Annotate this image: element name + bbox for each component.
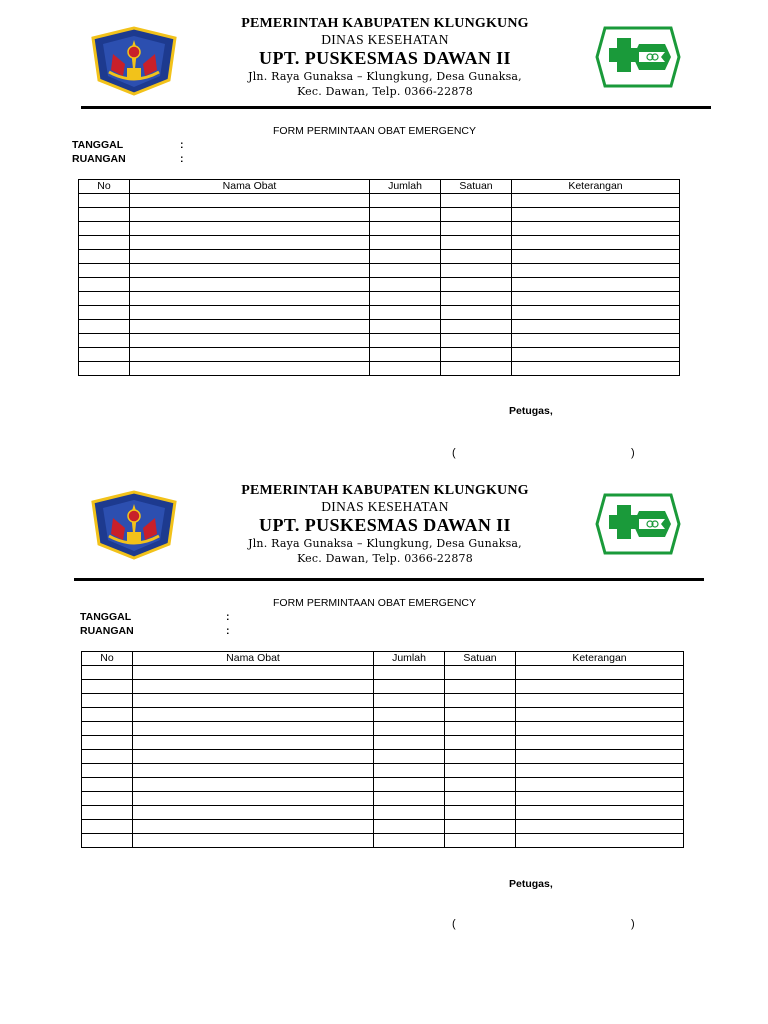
cell-nama-obat[interactable] (133, 694, 374, 708)
table-row (79, 264, 680, 278)
cell-nama-obat[interactable] (133, 666, 374, 680)
cell-jumlah[interactable] (374, 694, 445, 708)
cell-keterangan[interactable] (516, 736, 684, 750)
cell-jumlah[interactable] (374, 778, 445, 792)
tanggal-field[interactable]: : (226, 611, 230, 623)
table-header-row (82, 652, 684, 666)
header-jumlah: Jumlah (374, 652, 445, 666)
cell-no[interactable] (79, 194, 130, 208)
header-no: No (82, 652, 133, 666)
table-row (79, 306, 680, 320)
cell-keterangan[interactable] (516, 834, 684, 848)
puskesmas-logo-icon (595, 26, 681, 88)
cell-no[interactable] (79, 222, 130, 236)
cell-keterangan[interactable] (516, 764, 684, 778)
cell-jumlah[interactable] (374, 764, 445, 778)
header-divider (74, 578, 704, 581)
cell-jumlah[interactable] (374, 666, 445, 680)
cell-nama-obat[interactable] (133, 736, 374, 750)
table-row (79, 278, 680, 292)
cell-no[interactable] (82, 778, 133, 792)
cell-nama-obat[interactable] (133, 834, 374, 848)
cell-jumlah[interactable] (374, 750, 445, 764)
cell-keterangan[interactable] (516, 708, 684, 722)
cell-no[interactable] (79, 236, 130, 250)
ruangan-field[interactable]: : (226, 625, 230, 637)
header-divider (81, 106, 711, 109)
letterhead-institution: UPT. PUSKESMAS DAWAN II (259, 48, 511, 68)
letterhead (200, 16, 570, 99)
cell-keterangan[interactable] (512, 278, 680, 292)
cell-satuan[interactable] (441, 362, 512, 376)
cell-nama-obat[interactable] (130, 348, 370, 362)
cell-jumlah[interactable] (374, 722, 445, 736)
tanggal-field[interactable]: : (180, 139, 184, 151)
cell-satuan[interactable] (445, 778, 516, 792)
cell-keterangan[interactable] (512, 250, 680, 264)
petugas-label: Petugas, (509, 405, 553, 417)
table-row (79, 362, 680, 376)
cell-nama-obat[interactable] (133, 750, 374, 764)
table-row (82, 666, 684, 680)
cell-jumlah[interactable] (370, 208, 441, 222)
cell-satuan[interactable] (441, 278, 512, 292)
cell-jumlah[interactable] (370, 348, 441, 362)
cell-nama-obat[interactable] (130, 264, 370, 278)
table-row (82, 820, 684, 834)
cell-keterangan[interactable] (516, 666, 684, 680)
table-row (82, 708, 684, 722)
header-keterangan: Keterangan (512, 180, 680, 194)
cell-satuan[interactable] (445, 666, 516, 680)
cell-jumlah[interactable] (370, 278, 441, 292)
cell-jumlah[interactable] (370, 194, 441, 208)
cell-no[interactable] (82, 680, 133, 694)
cell-nama-obat[interactable] (130, 334, 370, 348)
medicine-request-table (81, 651, 684, 848)
puskesmas-logo-icon (595, 493, 681, 555)
table-row (79, 194, 680, 208)
cell-jumlah[interactable] (374, 820, 445, 834)
header-no: No (79, 180, 130, 194)
cell-satuan[interactable] (445, 820, 516, 834)
cell-nama-obat[interactable] (133, 764, 374, 778)
cell-nama-obat[interactable] (130, 222, 370, 236)
petugas-label: Petugas, (509, 878, 553, 890)
table-row (79, 348, 680, 362)
header-jumlah: Jumlah (370, 180, 441, 194)
form-title: FORM PERMINTAAN OBAT EMERGENCY (273, 125, 477, 137)
table-header-row (79, 180, 680, 194)
cell-keterangan[interactable] (512, 320, 680, 334)
cell-no[interactable] (82, 792, 133, 806)
letterhead (200, 483, 570, 566)
signature-paren-close: ) (631, 918, 635, 930)
cell-nama-obat[interactable] (130, 278, 370, 292)
cell-jumlah[interactable] (374, 736, 445, 750)
table-row (79, 236, 680, 250)
table-row (79, 208, 680, 222)
header-satuan: Satuan (445, 652, 516, 666)
cell-jumlah[interactable] (374, 708, 445, 722)
letterhead-phone: Kec. Dawan, Telp. 0366-22878 (297, 85, 473, 98)
signature-paren-open: ( (452, 447, 456, 459)
cell-keterangan[interactable] (512, 348, 680, 362)
cell-jumlah[interactable] (374, 792, 445, 806)
cell-no[interactable] (82, 764, 133, 778)
table-body (79, 194, 680, 376)
cell-keterangan[interactable] (516, 778, 684, 792)
cell-satuan[interactable] (441, 320, 512, 334)
cell-satuan[interactable] (441, 306, 512, 320)
cell-nama-obat[interactable] (130, 194, 370, 208)
cell-jumlah[interactable] (374, 806, 445, 820)
ruangan-label: RUANGAN (72, 153, 126, 165)
cell-keterangan[interactable] (512, 264, 680, 278)
medicine-request-table (78, 179, 680, 376)
cell-satuan[interactable] (445, 694, 516, 708)
header-nama-obat: Nama Obat (133, 652, 374, 666)
cell-no[interactable] (79, 264, 130, 278)
cell-satuan[interactable] (445, 834, 516, 848)
cell-keterangan[interactable] (512, 362, 680, 376)
cell-keterangan[interactable] (516, 722, 684, 736)
header-keterangan: Keterangan (516, 652, 684, 666)
letterhead-department: DINAS KESEHATAN (321, 499, 449, 514)
letterhead-phone: Kec. Dawan, Telp. 0366-22878 (297, 552, 473, 565)
cell-no[interactable] (82, 806, 133, 820)
cell-satuan[interactable] (441, 236, 512, 250)
cell-jumlah[interactable] (370, 222, 441, 236)
cell-no[interactable] (82, 750, 133, 764)
cell-no[interactable] (79, 306, 130, 320)
cell-satuan[interactable] (445, 708, 516, 722)
cell-satuan[interactable] (445, 722, 516, 736)
cell-keterangan[interactable] (512, 208, 680, 222)
table-row (79, 334, 680, 348)
cell-no[interactable] (82, 666, 133, 680)
cell-nama-obat[interactable] (133, 806, 374, 820)
cell-keterangan[interactable] (516, 792, 684, 806)
table-row (82, 792, 684, 806)
cell-satuan[interactable] (445, 680, 516, 694)
cell-satuan[interactable] (441, 194, 512, 208)
cell-jumlah[interactable] (370, 292, 441, 306)
cell-jumlah[interactable] (374, 834, 445, 848)
table-row (79, 250, 680, 264)
letterhead-address: Jln. Raya Gunaksa – Klungkung, Desa Gunaksa, (248, 70, 522, 83)
cell-keterangan[interactable] (516, 820, 684, 834)
cell-jumlah[interactable] (370, 362, 441, 376)
cell-satuan[interactable] (445, 736, 516, 750)
table-row (82, 722, 684, 736)
table-row (82, 694, 684, 708)
form-title: FORM PERMINTAAN OBAT EMERGENCY (273, 597, 477, 609)
table-row (82, 778, 684, 792)
cell-nama-obat[interactable] (130, 320, 370, 334)
table-row (79, 222, 680, 236)
cell-satuan[interactable] (441, 334, 512, 348)
cell-keterangan[interactable] (516, 750, 684, 764)
cell-no[interactable] (79, 320, 130, 334)
cell-satuan[interactable] (441, 208, 512, 222)
table-row (82, 736, 684, 750)
cell-jumlah[interactable] (370, 306, 441, 320)
cell-satuan[interactable] (441, 348, 512, 362)
tanggal-label: TANGGAL (72, 139, 124, 151)
cell-nama-obat[interactable] (133, 708, 374, 722)
table-row (82, 750, 684, 764)
cell-nama-obat[interactable] (130, 250, 370, 264)
cell-no[interactable] (79, 250, 130, 264)
cell-nama-obat[interactable] (130, 236, 370, 250)
table-row (79, 320, 680, 334)
cell-keterangan[interactable] (512, 194, 680, 208)
signature-paren-close: ) (631, 447, 635, 459)
cell-jumlah[interactable] (370, 320, 441, 334)
table-row (82, 764, 684, 778)
letterhead-department: DINAS KESEHATAN (321, 32, 449, 47)
cell-no[interactable] (79, 278, 130, 292)
cell-keterangan[interactable] (516, 806, 684, 820)
cell-no[interactable] (79, 348, 130, 362)
cell-nama-obat[interactable] (133, 680, 374, 694)
tanggal-label: TANGGAL (80, 611, 132, 623)
letterhead-government: PEMERINTAH KABUPATEN KLUNGKUNG (241, 483, 529, 498)
cell-no[interactable] (82, 708, 133, 722)
cell-keterangan[interactable] (516, 694, 684, 708)
cell-satuan[interactable] (445, 764, 516, 778)
cell-satuan[interactable] (441, 264, 512, 278)
cell-satuan[interactable] (441, 250, 512, 264)
cell-keterangan[interactable] (512, 292, 680, 306)
cell-keterangan[interactable] (512, 306, 680, 320)
cell-nama-obat[interactable] (133, 820, 374, 834)
cell-jumlah[interactable] (370, 236, 441, 250)
cell-no[interactable] (82, 694, 133, 708)
letterhead-address: Jln. Raya Gunaksa – Klungkung, Desa Gunaksa, (248, 537, 522, 550)
cell-keterangan[interactable] (512, 222, 680, 236)
table-row (82, 806, 684, 820)
table-body (82, 666, 684, 848)
cell-keterangan[interactable] (516, 680, 684, 694)
cell-no[interactable] (79, 334, 130, 348)
cell-jumlah[interactable] (374, 680, 445, 694)
cell-nama-obat[interactable] (133, 778, 374, 792)
cell-nama-obat[interactable] (130, 362, 370, 376)
cell-satuan[interactable] (445, 806, 516, 820)
letterhead-institution: UPT. PUSKESMAS DAWAN II (259, 515, 511, 535)
cell-nama-obat[interactable] (130, 208, 370, 222)
table-row (82, 834, 684, 848)
table-row (79, 292, 680, 306)
cell-nama-obat[interactable] (133, 722, 374, 736)
cell-jumlah[interactable] (370, 250, 441, 264)
header-satuan: Satuan (441, 180, 512, 194)
signature-paren-open: ( (452, 918, 456, 930)
cell-keterangan[interactable] (512, 334, 680, 348)
cell-jumlah[interactable] (370, 334, 441, 348)
ruangan-label: RUANGAN (80, 625, 134, 637)
klungkung-emblem-icon (89, 490, 179, 560)
klungkung-emblem-icon (89, 26, 179, 96)
cell-jumlah[interactable] (370, 264, 441, 278)
cell-nama-obat[interactable] (133, 792, 374, 806)
cell-no[interactable] (82, 722, 133, 736)
ruangan-field[interactable]: : (180, 153, 184, 165)
cell-no[interactable] (79, 362, 130, 376)
header-nama-obat: Nama Obat (130, 180, 370, 194)
cell-satuan[interactable] (441, 292, 512, 306)
cell-no[interactable] (82, 820, 133, 834)
cell-keterangan[interactable] (512, 236, 680, 250)
cell-nama-obat[interactable] (130, 292, 370, 306)
cell-no[interactable] (79, 208, 130, 222)
cell-satuan[interactable] (445, 750, 516, 764)
cell-no[interactable] (82, 834, 133, 848)
cell-satuan[interactable] (441, 222, 512, 236)
cell-nama-obat[interactable] (130, 306, 370, 320)
cell-satuan[interactable] (445, 792, 516, 806)
letterhead-government: PEMERINTAH KABUPATEN KLUNGKUNG (241, 16, 529, 31)
table-row (82, 680, 684, 694)
cell-no[interactable] (79, 292, 130, 306)
cell-no[interactable] (82, 736, 133, 750)
